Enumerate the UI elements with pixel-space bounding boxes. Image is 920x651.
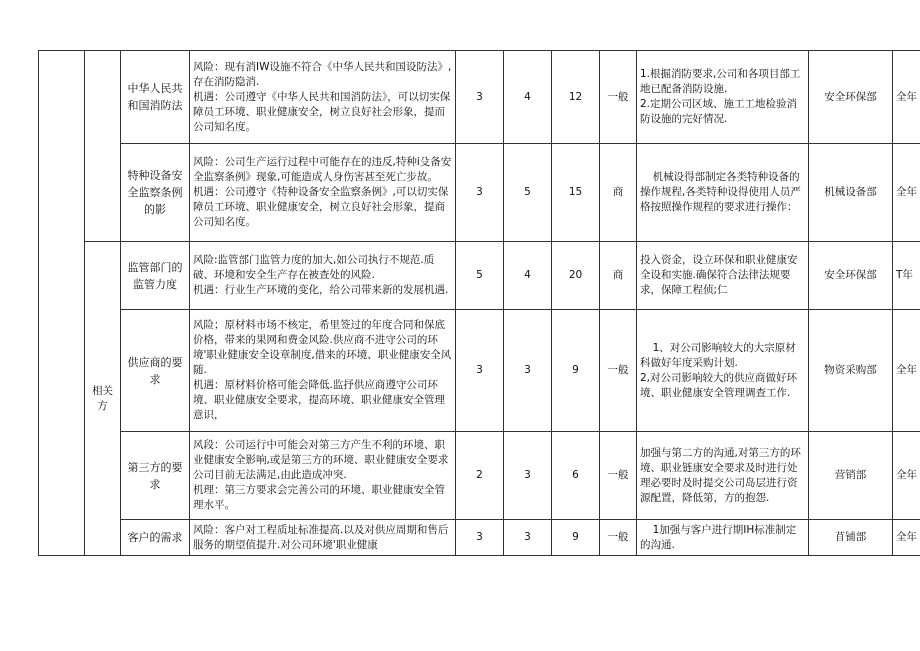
measure-text: 1.根掘消防要求,公司和各项目部工地已配备消防设施. (640, 68, 801, 95)
measure-text: 1加强与客户进行期IH标准制定的沟通. (640, 523, 797, 551)
score-cell: 3 (456, 51, 504, 144)
department-cell: 苜铺部 (809, 520, 893, 556)
item-cell: 特种设备安全监察条例的影 (121, 144, 190, 242)
risk-text: 风险；原材料市场不核定，希里签过的年度合同和保底价格，带来的果网和费金风险.供应商不进守公司的环境'职业健康安全设章制度,借来的环境、职业健康安全风随. (193, 319, 452, 376)
measures-cell (637, 432, 809, 520)
measure-text: 2,对公司影响较大的供应商做好环境、职业健康安全管理调查工作. (640, 371, 798, 399)
score-cell: 9 (552, 310, 600, 432)
description-cell (190, 144, 456, 242)
opportunity-text: 机遇：公司遵守《中华人民共和国消防法》，可以切实保障员工环境、职业健康安全，树立良好社会形象，提而公司知名度。 (193, 90, 451, 133)
description-cell (190, 51, 456, 144)
score-cell: 9 (552, 520, 600, 556)
measure-text: 机械设得部制定各类特种设备的操作规程,各类特种设得使用人员严格按照操作规程的要求进行操作： (640, 171, 801, 213)
department-cell: 物资采购部 (809, 310, 893, 432)
score-cell: 5 (504, 144, 552, 242)
risk-text: 风险：现有消IW设施不符合《中华人民共和国设防法》,存在消防隐消. (193, 60, 452, 88)
score-cell: 3 (456, 144, 504, 242)
risk-text: 风险:监管部门监管力度的加大,如公司执行不规范.质破、环境和安全生产存在被查处的风险. (193, 254, 435, 281)
table-row (39, 432, 920, 520)
score-cell: 12 (552, 51, 600, 144)
risk-level-cell: 一般 (600, 432, 637, 520)
score-cell: 3 (504, 520, 552, 556)
risk-text: 风段：公司运行中可能会对第三方产生不利的环境、职业健康安全影响,或是第三方的环境、职业健康安全要求公司目前无法满足,由此造成冲突. (193, 439, 449, 481)
department-cell: 安全环保部 (809, 242, 893, 310)
opportunity-text: 机理：第三方要求会完善公司的环境、职业健康安全管理水平。 (193, 484, 445, 511)
measure-text: 2.定期公司区域、施工工地检验消防设施的完好情况. (640, 98, 798, 125)
score-cell: 20 (552, 242, 600, 310)
department-cell: 安全环保部 (809, 51, 893, 144)
score-cell: 2 (456, 432, 504, 520)
risk-assessment-table (38, 50, 920, 556)
measure-text: 1、对公司影响较大的大宗原材科做好年度采购计划. (640, 341, 796, 369)
risk-level-cell: 一般 (600, 520, 637, 556)
item-cell: 监管部门的监管力度 (121, 242, 190, 310)
risk-level-cell: 商 (600, 144, 637, 242)
risk-text: 风险：客户对工程质址标准提高.以及对供应周期和售后服务的期望值提升.对公司环境'职业健康 (193, 523, 449, 551)
table-row (39, 520, 920, 556)
score-cell: 3 (504, 310, 552, 432)
time-cell: 全年 (893, 144, 920, 242)
measures-cell (637, 51, 809, 144)
description-cell (190, 310, 456, 432)
score-cell: 6 (552, 432, 600, 520)
table-row (39, 310, 920, 432)
measures-cell (637, 310, 809, 432)
time-cell: 全年 (893, 51, 920, 144)
description-cell (190, 520, 456, 556)
risk-level-cell: 一般 (600, 51, 637, 144)
category-cell: 相关方 (85, 242, 121, 556)
measure-text: 投入资金，设立环保和职业健康安全设和实施.确保符合法律法规要求，保障工程侦;仁 (640, 254, 798, 296)
score-cell: 3 (456, 310, 504, 432)
measures-cell (637, 242, 809, 310)
description-cell (190, 432, 456, 520)
department-cell: 营销部 (809, 432, 893, 520)
score-cell: 15 (552, 144, 600, 242)
opportunity-text: 机遇：公司遵守《特种设备安全监察条例》,可以切实保障员工环境、职业健康安全，树立良好社会形象，提商公司知名度。 (193, 186, 449, 228)
item-cell: 第三方的要求 (121, 432, 190, 520)
opportunity-text: 机遇：行业生产环境的变化，给公司带来新的发展机遇. (193, 284, 449, 296)
measures-cell (637, 520, 809, 556)
outer-category-cell (39, 51, 85, 556)
table-row (39, 144, 920, 242)
time-cell: 全年 (893, 310, 920, 432)
time-cell: 全年 (893, 432, 920, 520)
opportunity-text: 机遇：原材料价格可能会降低.监抒供应商遵守公司环境、职业健康安全要求，提高环境、职业健康安全管理意识， (193, 379, 445, 421)
time-cell: T年 (893, 242, 920, 310)
item-cell: 中华人民共和国消防法 (121, 51, 190, 144)
risk-text: 风险：公司生产运行过程中可能存在的违反,特种i殳备安全监察条例》现象,可能造成人身伤害甚至死亡步故。 (193, 156, 452, 183)
time-cell: 全年 (893, 520, 920, 556)
item-cell: 客户的需求 (121, 520, 190, 556)
table-row (39, 51, 920, 144)
item-cell: 供应商的要求 (121, 310, 190, 432)
measures-cell (637, 144, 809, 242)
score-cell: 4 (504, 242, 552, 310)
measure-text: 加强与第二方的沟通,对第三方的环境、职业链康安全要求及时进行处理必要时及时提交公司岛层进行资源配置，降低第，方的抱怨. (640, 446, 801, 504)
table-row (39, 242, 920, 310)
score-cell: 3 (456, 520, 504, 556)
description-cell (190, 242, 456, 310)
category-cell (85, 51, 121, 242)
score-cell: 4 (504, 51, 552, 144)
risk-level-cell: 商 (600, 242, 637, 310)
department-cell: 机械设备部 (809, 144, 893, 242)
score-cell: 5 (456, 242, 504, 310)
risk-level-cell: 一般 (600, 310, 637, 432)
score-cell: 3 (504, 432, 552, 520)
